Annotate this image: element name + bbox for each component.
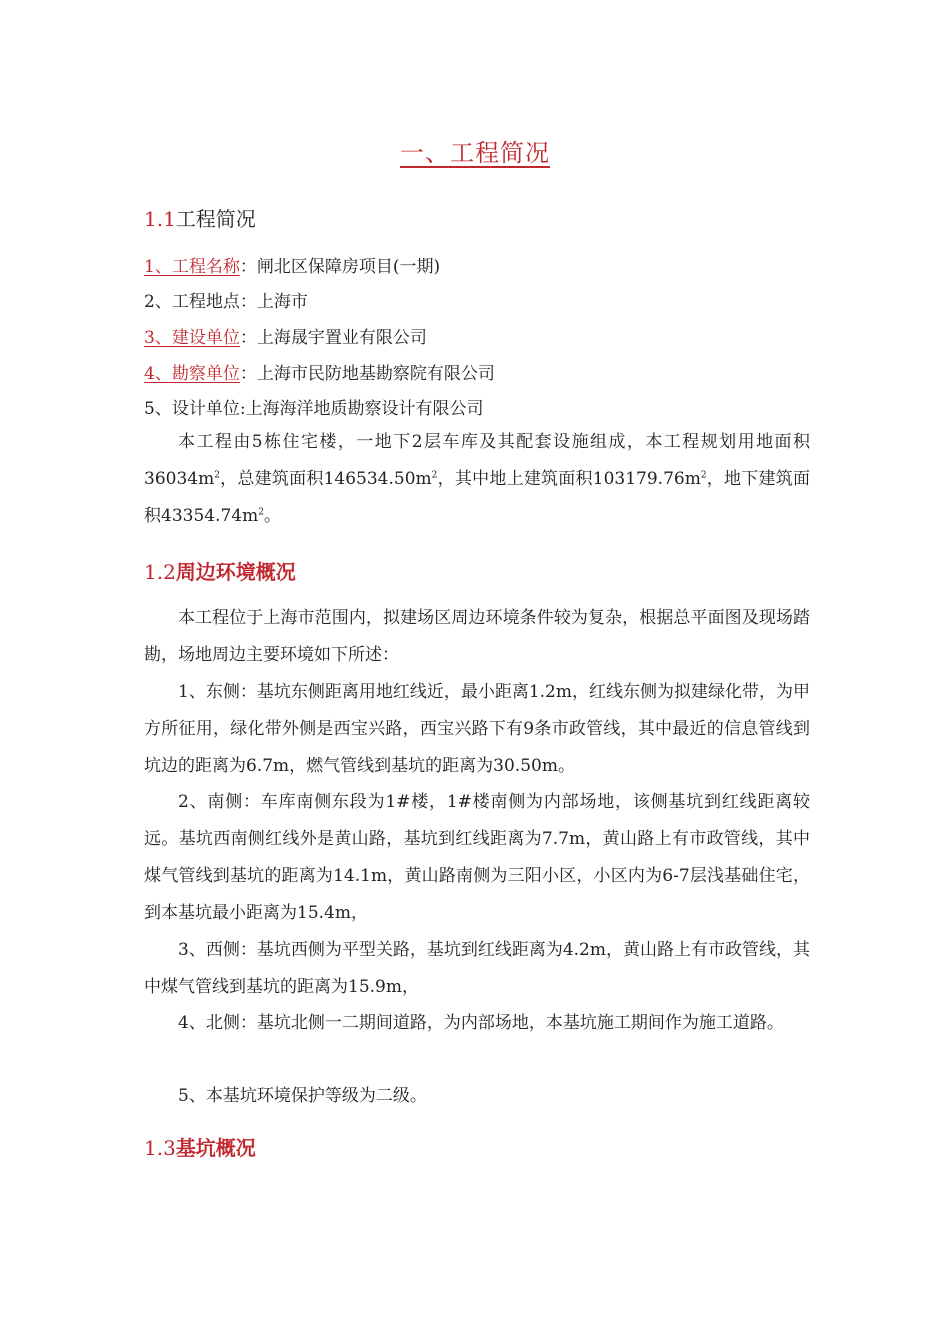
section-number: 1.1 (144, 207, 176, 231)
info-separator: ： (239, 328, 257, 348)
intro-text: ，地下建筑面积43354.74m (144, 469, 810, 526)
section-title: 基坑概况 (175, 1136, 256, 1160)
info-label: 5、设计单位 (144, 399, 240, 419)
info-line-name (144, 255, 440, 279)
intro-text: ，总建筑面积146534.50m (219, 469, 432, 489)
project-intro-paragraph (144, 424, 810, 535)
info-label: 4、勘察单位 (144, 364, 240, 384)
superscript-2: 2 (258, 507, 264, 518)
environment-north-paragraph: 4、北侧：基坑北侧一二期间道路，为内部场地，本基坑施工期间作为施工道路。 (178, 1013, 784, 1033)
info-label: 3、建设单位 (144, 328, 240, 348)
section-title: 工程简况 (175, 207, 256, 231)
info-label: 2、工程地点 (144, 292, 240, 312)
environment-west-paragraph: 3、西侧：基坑西侧为平型关路，基坑到红线距离为4.2m，黄山路上有市政管线，其中煤气管线到基坑的距离为15.9m， (144, 940, 810, 997)
info-value: 闸北区保障房项目(一期) (256, 257, 441, 277)
info-separator: : (239, 399, 246, 419)
info-line-location (144, 290, 308, 314)
superscript-2: 2 (700, 470, 707, 481)
chapter-title: 一、工程简况 (400, 139, 550, 167)
intro-text: 。 (263, 506, 281, 526)
info-value: 上海市民防地基勘察院有限公司 (256, 364, 495, 384)
intro-text: 本工程由5栋住宅楼，一地下2层车库及其配套设施组成，本工程规划用地面积36034m (144, 432, 810, 489)
environment-south-paragraph: 2、南侧：车库南侧东段为1#楼，1#楼南侧为内部场地，该侧基坑到红线距离较远。基坑西南侧红线外是黄山路，基坑到红线距离为7.7m，黄山路上有市政管线，其中煤气管线到基坑的距离为14.1m，黄山路南侧为三阳小区，小区内为6-7层浅基础住宅，到本基坑最小距离为15.4m， (144, 792, 810, 923)
info-value: 上海晟宇置业有限公司 (256, 328, 427, 348)
info-separator: ： (239, 364, 257, 384)
environment-level-paragraph: 5、本基坑环境保护等级为二级。 (178, 1086, 427, 1106)
section-heading-1-1 (144, 203, 256, 232)
superscript-2: 2 (214, 470, 220, 481)
info-separator: ： (239, 257, 257, 277)
info-separator: ： (239, 292, 257, 312)
info-line-survey (144, 362, 495, 386)
info-line-design (144, 397, 484, 421)
intro-text: ，其中地上建筑面积103179.76m (437, 469, 701, 489)
environment-intro-paragraph: 本工程位于上海市范围内，拟建场区周边环境条件较为复杂，根据总平面图及现场踏勘，场地周边主要环境如下所述： (144, 608, 810, 665)
section-number: 1.3 (144, 1136, 176, 1160)
environment-east-paragraph: 1、东侧：基坑东侧距离用地红线近，最小距离1.2m，红线东侧为拟建绿化带，为甲方所征用，绿化带外侧是西宝兴路，西宝兴路下有9条市政管线，其中最近的信息管线到坑边的距离为6.7m，燃气管线到基坑的距离为30.50m。 (144, 682, 810, 776)
section-heading-1-3 (144, 1132, 256, 1161)
section-heading-1-2 (144, 556, 296, 585)
section-title: 周边环境概况 (175, 560, 296, 584)
info-label: 1、工程名称 (144, 257, 240, 277)
superscript-2: 2 (431, 470, 438, 481)
info-value: 上海海洋地质勘察设计有限公司 (245, 399, 484, 419)
info-value: 上海市 (256, 292, 308, 312)
info-line-owner (144, 326, 427, 350)
section-number: 1.2 (144, 560, 176, 584)
